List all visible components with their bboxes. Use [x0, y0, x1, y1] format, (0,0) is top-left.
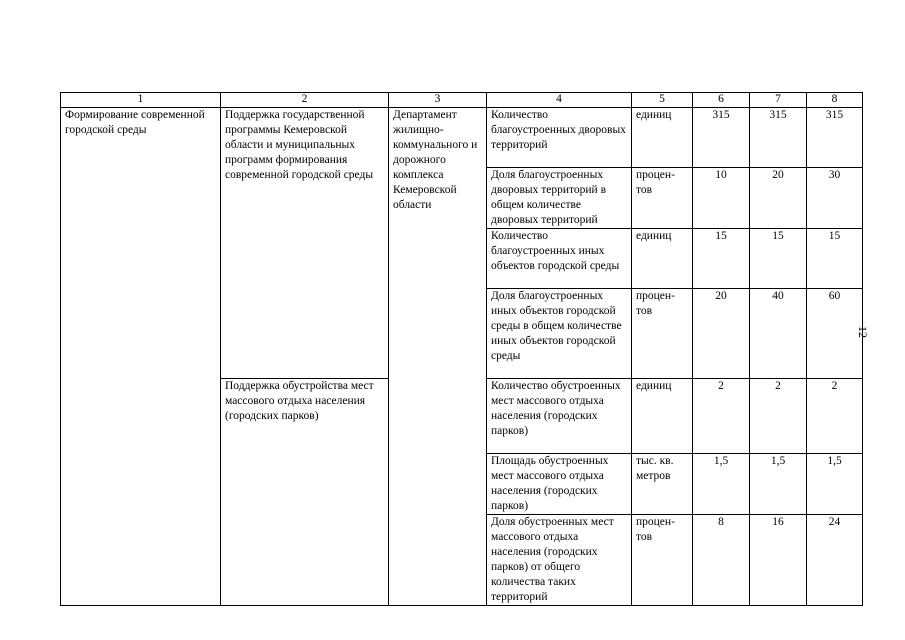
header-row: [61, 93, 863, 108]
value-cell: 315: [807, 108, 863, 168]
unit-cell: процен-тов: [632, 168, 693, 229]
value-cell: 60: [807, 289, 863, 379]
value-cell: 40: [750, 289, 807, 379]
program-cell: Поддержка государственной программы Кемеровской области и муниципальных программ формирования современной городской среды: [221, 108, 389, 379]
value-cell: 16: [750, 515, 807, 606]
header-cell: 7: [750, 93, 807, 108]
header-cell: 1: [61, 93, 221, 108]
value-cell: 1,5: [807, 454, 863, 515]
table-row: [61, 108, 863, 168]
unit-cell: единиц: [632, 108, 693, 168]
value-cell: 20: [693, 289, 750, 379]
unit-cell: процен-тов: [632, 289, 693, 379]
indicator-cell: Количество благоустроенных дворовых территорий: [487, 108, 632, 168]
indicator-cell: Доля обустроенных мест массового отдыха населения (городских парков) от общего количества таких территорий: [487, 515, 632, 606]
header-cell: 2: [221, 93, 389, 108]
indicator-cell: Доля благоустроенных дворовых территорий в общем количестве дворовых территорий: [487, 168, 632, 229]
value-cell: 15: [807, 229, 863, 289]
value-cell: 24: [807, 515, 863, 606]
page-number: 12: [856, 326, 870, 338]
header-cell: 6: [693, 93, 750, 108]
header-cell: 4: [487, 93, 632, 108]
indicator-cell: Количество благоустроенных иных объектов городской среды: [487, 229, 632, 289]
value-cell: 2: [693, 379, 750, 454]
value-cell: 2: [750, 379, 807, 454]
value-cell: 2: [807, 379, 863, 454]
value-cell: 1,5: [750, 454, 807, 515]
indicator-cell: Площадь обустроенных мест массового отдыха населения (городских парков): [487, 454, 632, 515]
value-cell: 315: [750, 108, 807, 168]
header-cell: 3: [389, 93, 487, 108]
responsible-cell: Департамент жилищно-коммунального и дорожного комплекса Кемеровской области: [389, 108, 487, 606]
indicator-cell: Доля благоустроенных иных объектов городской среды в общем количестве иных объектов городской среды: [487, 289, 632, 379]
value-cell: 20: [750, 168, 807, 229]
indicators-table: [60, 92, 863, 606]
header-cell: 5: [632, 93, 693, 108]
unit-cell: единиц: [632, 379, 693, 454]
value-cell: 8: [693, 515, 750, 606]
value-cell: 10: [693, 168, 750, 229]
program-cell: Поддержка обустройства мест массового отдыха населения (городских парков): [221, 379, 389, 606]
header-cell: 8: [807, 93, 863, 108]
indicator-cell: Количество обустроенных мест массового отдыха населения (городских парков): [487, 379, 632, 454]
unit-cell: процен-тов: [632, 515, 693, 606]
value-cell: 15: [693, 229, 750, 289]
value-cell: 1,5: [693, 454, 750, 515]
goal-cell: Формирование современной городской среды: [61, 108, 221, 606]
value-cell: 15: [750, 229, 807, 289]
unit-cell: единиц: [632, 229, 693, 289]
value-cell: 30: [807, 168, 863, 229]
value-cell: 315: [693, 108, 750, 168]
unit-cell: тыс. кв. метров: [632, 454, 693, 515]
